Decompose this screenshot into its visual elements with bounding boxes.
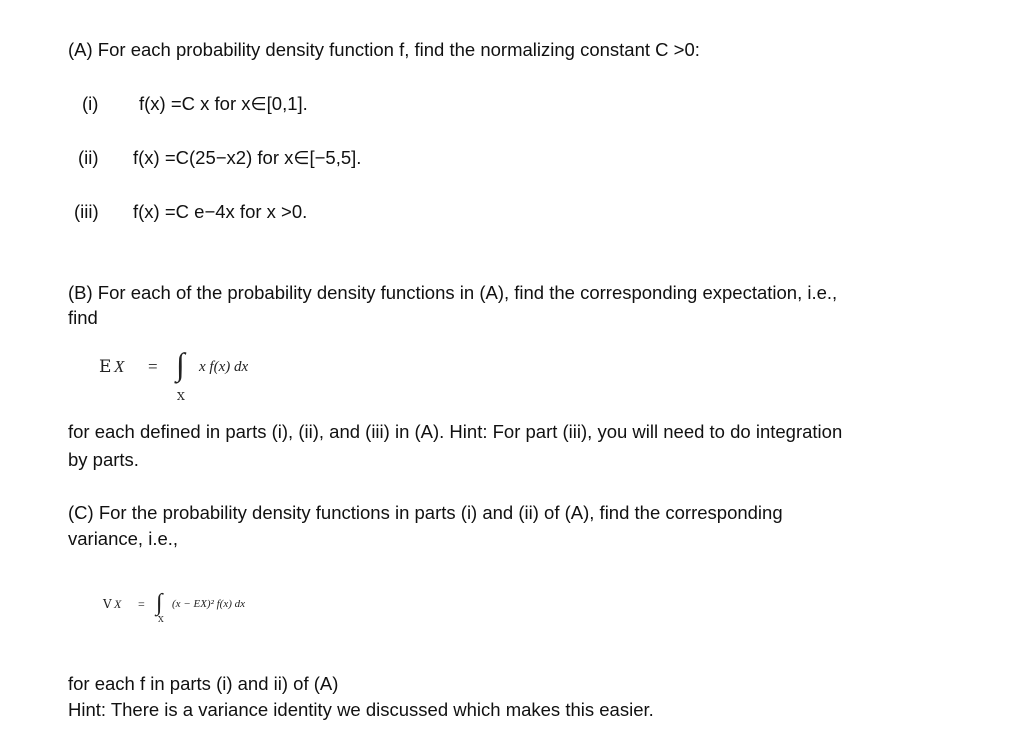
formula-equals: = bbox=[138, 597, 145, 611]
part-c-text-line: for each f in parts (i) and ii) of (A) bbox=[68, 673, 339, 694]
part-c-hint: Hint: There is a variance identity we discussed which makes this easier. bbox=[68, 699, 654, 720]
formula-blackboard-v: V bbox=[103, 597, 112, 611]
part-b-text-line: by parts. bbox=[68, 449, 139, 470]
formula-variable: X bbox=[114, 597, 122, 611]
formula-blackboard-e: E bbox=[99, 357, 112, 377]
formula-variable: X bbox=[114, 357, 125, 376]
formula-integrand: (x − EX)² f(x) dx bbox=[172, 598, 246, 610]
part-a-heading: (A) For each probability density function f, find the normalizing constant C >0: bbox=[68, 39, 700, 60]
part-a-item-text: f(x) =C x for x∈[0,1]. bbox=[139, 93, 308, 114]
formula-subscript: X bbox=[158, 615, 164, 624]
integral-sign: ∫ bbox=[156, 590, 163, 616]
part-a-item-text: f(x) =C(25−x2) for x∈[−5,5]. bbox=[133, 147, 362, 168]
formula-subscript: X bbox=[177, 390, 185, 403]
integral-sign: ∫ bbox=[176, 346, 185, 382]
part-b-heading-line: (B) For each of the probability density functions in (A), find the corresponding expectation, i.e., bbox=[68, 282, 838, 303]
part-a-item-label: (iii) bbox=[74, 201, 99, 222]
formula-equals: = bbox=[148, 357, 158, 376]
part-b-heading-line: find bbox=[68, 307, 98, 328]
part-c-heading-line: (C) For the probability density functions in parts (i) and (ii) of (A), find the corresponding bbox=[68, 502, 783, 523]
part-a-item-label: (i) bbox=[82, 93, 99, 114]
part-a-item-label: (ii) bbox=[78, 147, 99, 168]
part-b-text-line: for each defined in parts (i), (ii), and (iii) in (A). Hint: For part (iii), you will need to do integration bbox=[68, 421, 843, 442]
formula-integrand: x f(x) dx bbox=[199, 359, 249, 375]
part-c-heading-line: variance, i.e., bbox=[68, 528, 179, 549]
part-a-item-text: f(x) =C e−4x for x >0. bbox=[133, 201, 308, 222]
